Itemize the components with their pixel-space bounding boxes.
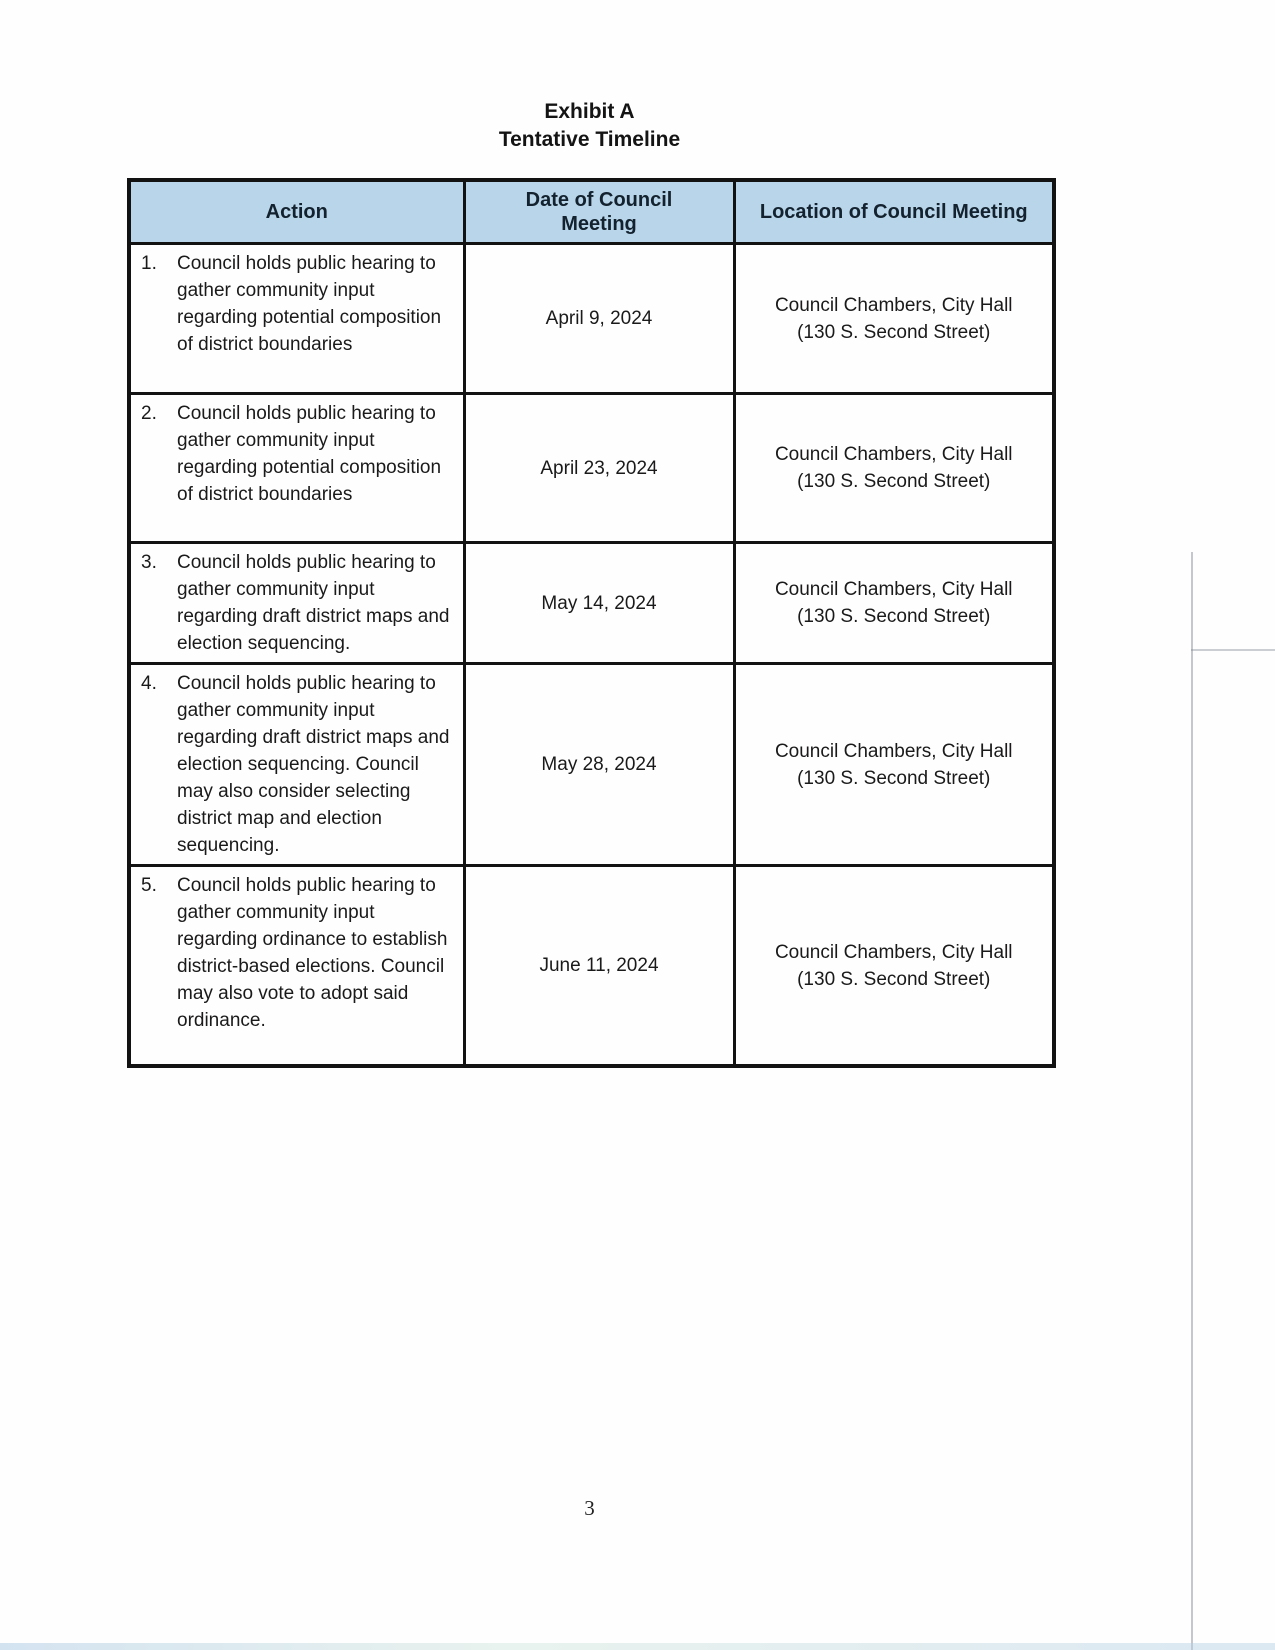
location-line2: (130 S. Second Street): [797, 968, 991, 990]
action-text: Council holds public hearing to gather community input regarding draft district maps and election sequencing. Council may also consider selecting district map and election sequencing.: [177, 673, 450, 856]
location-line2: (130 S. Second Street): [797, 321, 991, 343]
col-header-location: Location of Council Meeting: [734, 180, 1054, 244]
location-cell: [734, 664, 1054, 866]
table-row: [129, 664, 1054, 866]
action-cell: [129, 244, 464, 394]
action-text: Council holds public hearing to gather community input regarding potential composition of district boundaries: [177, 253, 442, 355]
action-cell: [129, 866, 464, 1067]
table-row: [129, 394, 1054, 543]
date-cell: June 11, 2024: [464, 866, 734, 1067]
row-number: 1.: [141, 253, 157, 274]
row-number: 5.: [141, 875, 157, 896]
col-header-action: Action: [129, 180, 464, 244]
action-cell: [129, 394, 464, 543]
location-line1: Council Chambers, City Hall: [774, 444, 1013, 465]
document-title: [127, 98, 1052, 154]
location-cell: [734, 244, 1054, 394]
location-line1: Council Chambers, City Hall: [774, 740, 1013, 762]
timeline-table: [127, 178, 1056, 1068]
date-cell: May 14, 2024: [464, 543, 734, 664]
col-header-date: Date of Council Meeting: [464, 180, 734, 244]
location-line2: (130 S. Second Street): [797, 606, 991, 627]
date-cell: April 9, 2024: [464, 244, 734, 394]
location-line1: Council Chambers, City Hall: [774, 941, 1013, 963]
action-cell: [129, 664, 464, 866]
table-row: [129, 244, 1054, 394]
table-row: [129, 543, 1054, 664]
action-text: Council holds public hearing to gather community input regarding potential composition of district boundaries: [177, 403, 442, 505]
action-text: Council holds public hearing to gather community input regarding ordinance to establish district-based elections. Council may also vote to adopt said ordinance.: [177, 875, 448, 1031]
action-text: Council holds public hearing to gather community input regarding draft district maps and election sequencing.: [177, 552, 450, 654]
table-header-row: [129, 180, 1054, 244]
location-cell: [734, 394, 1054, 543]
exhibit-subtitle: Tentative Timeline: [498, 128, 681, 151]
scan-artifact-vertical-line: [1191, 552, 1193, 1650]
scan-artifact-bottom-strip: [0, 1643, 1275, 1650]
location-line1: Council Chambers, City Hall: [774, 294, 1013, 316]
date-cell: April 23, 2024: [464, 394, 734, 543]
row-number: 2.: [141, 403, 157, 424]
location-cell: [734, 866, 1054, 1067]
scan-artifact-horizontal-tick: [1191, 649, 1275, 651]
exhibit-title: Exhibit A: [544, 100, 635, 123]
date-cell: May 28, 2024: [464, 664, 734, 866]
page-number: 3: [584, 1496, 595, 1520]
action-cell: [129, 543, 464, 664]
location-cell: [734, 543, 1054, 664]
row-number: 3.: [141, 552, 157, 573]
location-line2: (130 S. Second Street): [797, 767, 991, 789]
table-row: [129, 866, 1054, 1067]
location-line1: Council Chambers, City Hall: [774, 579, 1013, 600]
row-number: 4.: [141, 673, 157, 694]
location-line2: (130 S. Second Street): [797, 471, 991, 492]
timeline-table-body: [129, 244, 1054, 1067]
